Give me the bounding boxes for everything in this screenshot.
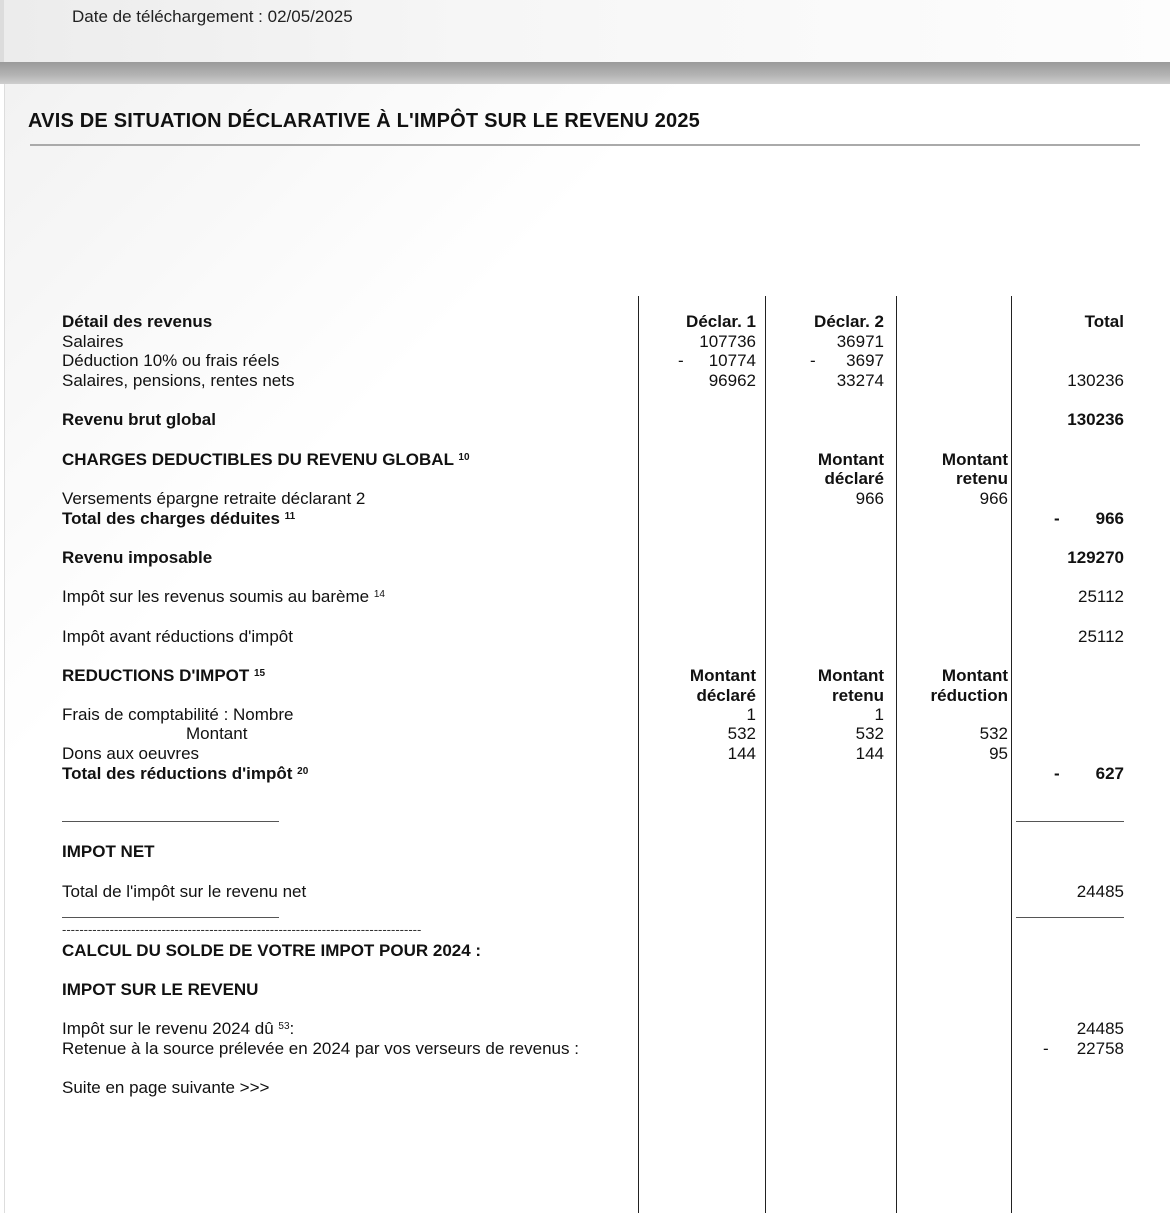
retenue-minus: - [1043, 1039, 1049, 1058]
charges-col-declare-2: déclaré [824, 469, 884, 488]
column-line-1 [638, 296, 639, 1213]
header-band [0, 62, 1170, 84]
reductions-col2-1: Montant [817, 666, 884, 685]
brut-total: 130236 [1067, 410, 1124, 429]
dashed-separator: ----------------------------------------------------------------------------------- [62, 922, 422, 937]
column-line-3 [896, 296, 897, 1213]
frais-montant-retenu: 532 [855, 724, 884, 743]
nets-label: Salaires, pensions, rentes nets [62, 371, 295, 390]
charges-col-declare-1: Montant [817, 450, 884, 469]
charges-heading: CHARGES DEDUCTIBLES DU REVENU GLOBAL $^{10}$ [62, 450, 470, 469]
column-line-2 [765, 296, 766, 1213]
reductions-col1-1: Montant [689, 666, 756, 685]
col-total: Total [1084, 312, 1124, 331]
col-declar2: Déclar. 2 [814, 312, 884, 331]
charges-col-retenu-1: Montant [941, 450, 1008, 469]
frais-montant-reduction: 532 [979, 724, 1008, 743]
imposable-label: Revenu imposable [62, 548, 213, 567]
frais-nombre-retenu: 1 [874, 705, 884, 724]
nets-total: 130236 [1067, 371, 1124, 390]
versements-label: Versements épargne retraite déclarant 2 [62, 489, 366, 508]
reductions-col3-1: Montant [941, 666, 1008, 685]
revenus-heading: Détail des revenus [62, 312, 213, 331]
dons-retenu: 144 [855, 744, 884, 763]
reductions-total-label: Total des réductions d'impôt $^{20}$ [62, 764, 309, 783]
reductions-col3-2: réduction [930, 686, 1008, 705]
reductions-col2-2: retenu [832, 686, 884, 705]
deduction-d2-minus: - [810, 351, 816, 370]
charges-total-label: Total des charges déduites $^{11}$ [62, 509, 296, 528]
nets-d1: 96962 [708, 371, 756, 390]
separator-left-2 [62, 917, 279, 918]
versements-declare: 966 [855, 489, 884, 508]
separator-left-1 [62, 821, 279, 822]
salaires-d1: 107736 [699, 332, 756, 351]
impot-du-label: Impôt sur le revenu 2024 dû $^{53}$: [62, 1019, 295, 1038]
document-title: AVIS DE SITUATION DÉCLARATIVE À L'IMPÔT SUR LE REVENU 2025 [28, 110, 700, 132]
solde-sub-heading: IMPOT SUR LE REVENU [62, 980, 259, 999]
imposable-total: 129270 [1067, 548, 1124, 567]
montant-label: Montant [186, 724, 248, 743]
title-rule [30, 144, 1140, 146]
frais-nombre-declare: 1 [746, 705, 756, 724]
retenue-label: Retenue à la source prélevée en 2024 par vos verseurs de revenus : [62, 1039, 579, 1058]
versements-retenu: 966 [979, 489, 1008, 508]
avant-reductions-total: 25112 [1077, 627, 1124, 646]
nets-d2: 33274 [836, 371, 884, 390]
avant-reductions-label: Impôt avant réductions d'impôt [62, 627, 293, 646]
salaires-label: Salaires [62, 332, 124, 351]
col-declar1: Déclar. 1 [686, 312, 756, 331]
reductions-col1-2: déclaré [696, 686, 756, 705]
suite-page-suivante: Suite en page suivante >>> [62, 1078, 270, 1097]
salaires-d2: 36971 [836, 332, 884, 351]
column-line-4 [1011, 296, 1012, 1213]
reductions-total-value: 627 [1095, 764, 1124, 783]
deduction-label: Déduction 10% ou frais réels [62, 351, 280, 370]
brut-label: Revenu brut global [62, 410, 216, 429]
deduction-d1-minus: - [678, 351, 684, 370]
dons-declare: 144 [727, 744, 756, 763]
separator-right-2 [1016, 917, 1124, 918]
dons-reduction: 95 [989, 744, 1008, 763]
reductions-total-minus: - [1054, 764, 1060, 783]
impot-net-heading: IMPOT NET [62, 842, 155, 861]
deduction-d2: 3697 [846, 351, 884, 370]
download-date: Date de téléchargement : 02/05/2025 [72, 7, 353, 26]
deduction-d1: 10774 [708, 351, 756, 370]
impot-du-total: 24485 [1076, 1019, 1124, 1038]
bareme-label: Impôt sur les revenus soumis au barème $^{14}$ [62, 587, 385, 606]
separator-right-1 [1016, 821, 1124, 822]
charges-col-retenu-2: retenu [956, 469, 1008, 488]
download-header [0, 0, 1170, 62]
impot-net-total: 24485 [1076, 882, 1124, 901]
impot-net-label: Total de l'impôt sur le revenu net [62, 882, 307, 901]
frais-montant-declare: 532 [727, 724, 756, 743]
reductions-heading: REDUCTIONS D'IMPOT $^{15}$ [62, 666, 266, 685]
solde-heading: CALCUL DU SOLDE DE VOTRE IMPOT POUR 2024 : [62, 941, 482, 960]
bareme-total: 25112 [1077, 587, 1124, 606]
charges-total-value: 966 [1095, 509, 1124, 528]
dons-label: Dons aux oeuvres [62, 744, 200, 763]
charges-total-minus: - [1054, 509, 1060, 528]
retenue-total: 22758 [1076, 1039, 1124, 1058]
frais-label: Frais de comptabilité : Nombre [62, 705, 294, 724]
